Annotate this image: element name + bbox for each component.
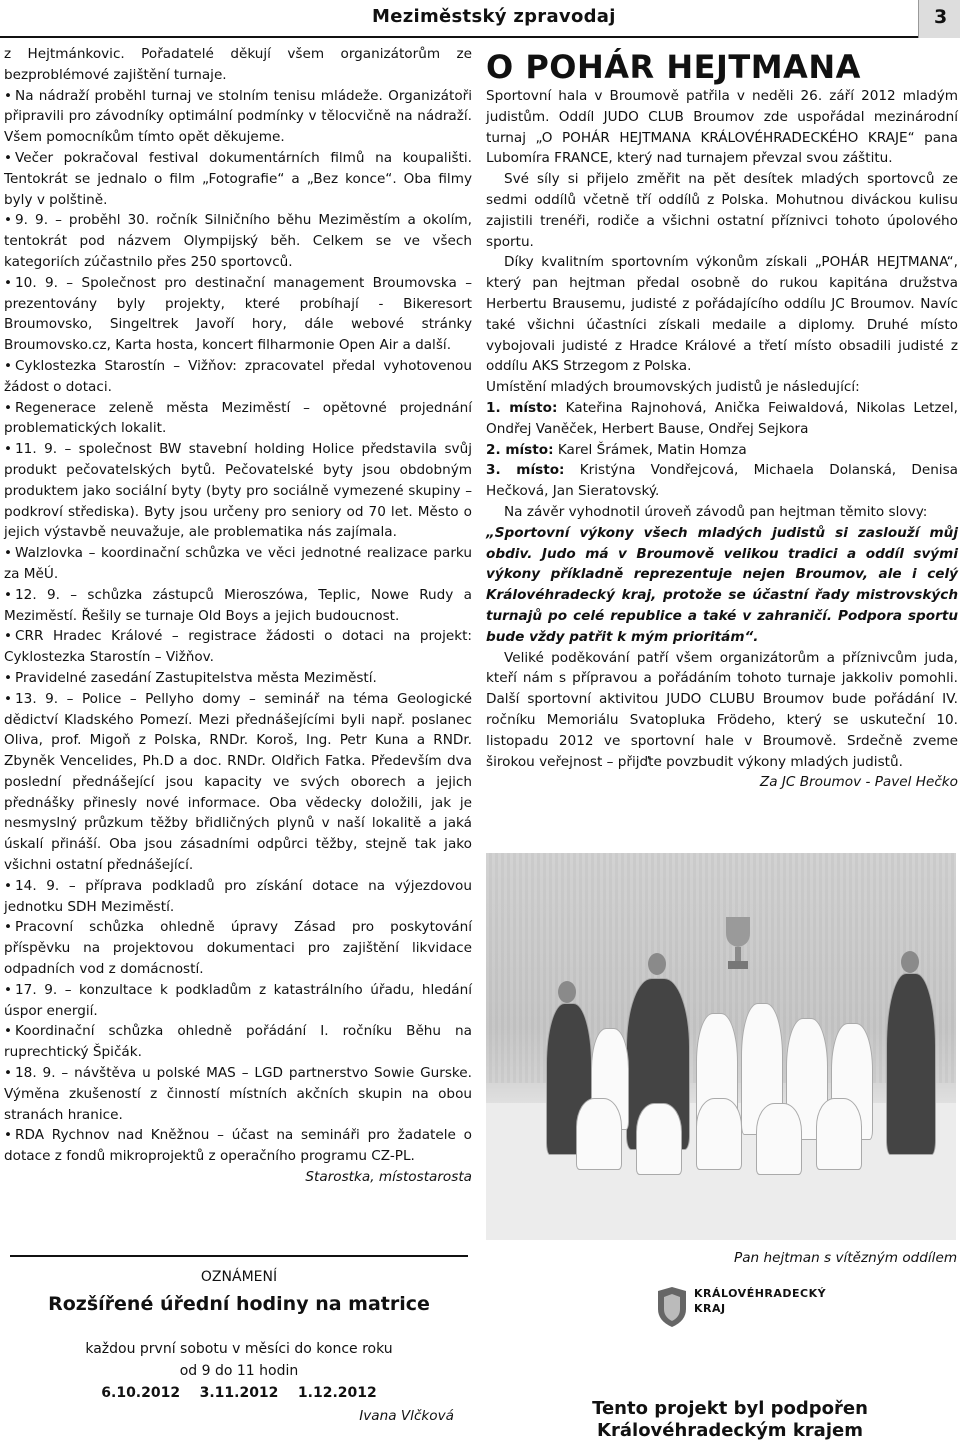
photo-head (558, 981, 576, 1003)
article-signature: Za JC Broumov - Pavel Hečko (759, 774, 958, 791)
photo-person (816, 1098, 862, 1170)
place-3-names: Kristýna Vondřejcová, Michaela Dolanská, Denisa Hečková, Jan Sieratovský. (486, 462, 958, 500)
notice-line-2: od 9 do 11 hodin (179, 1363, 299, 1379)
notice-box (10, 1255, 470, 1445)
left-column (4, 44, 472, 1188)
news-item: • Regenerace zeleně města Meziměstí – opětovné projednání problematických lokalit. (4, 398, 472, 440)
news-item: • RDA Rychnov nad Kněžnou – účast na semináři pro žadatele o dotace z fondů mikroprojektů z operačního programu CZ-PL. (4, 1125, 472, 1167)
photo-head (901, 951, 919, 973)
notice-signature: Ivana Vlčková (359, 1408, 454, 1424)
hejtman-quote: „Sportovní výkony všech mladých judistů si zaslouží můj obdiv. Judo má v Broumově velikou tradici a oddíl svými výkony příkladně reprezentuje nejen Broumov, ale i celý Královéhradecký kraj, protože se účastní řady mistrovských turnajů po celé republice a také v zahraničí. Podpora sportu bude vždy patřit k mým prioritám“. (486, 524, 958, 645)
news-item: • 14. 9. – příprava podkladů pro získání dotace na výjezdovou jednotku SDH Meziměstí. (4, 876, 472, 918)
article-paragraph-2: Své síly si přijelo změřit na pět desítek mladých sportovců ze sedmi oddílů včetně tří oddílů z Polska. Mohutnou diváckou kulisu zajistili trenéři, rodiče a všichni ostatní příznivci tohoto úpolového sportu. (486, 171, 958, 250)
notice-dates: 6.10.2012 3.11.2012 1.12.2012 (101, 1385, 377, 1401)
notice-line-1: každou první sobotu v měsíci do konce roku (85, 1341, 393, 1357)
region-crest-icon (656, 1287, 688, 1327)
photo-person (886, 973, 936, 1155)
page-header (0, 0, 960, 38)
photo-person (636, 1103, 682, 1175)
news-item: • CRR Hradec Králové – registrace žádosti o dotaci na projekt: Cyklostezka Starostín – Vižňov. (4, 626, 472, 668)
place-1 (486, 398, 958, 440)
logo-line-1: KRÁLOVÉHRADECKÝ (694, 1287, 827, 1300)
region-logo (656, 1285, 836, 1333)
place-1-names: Kateřina Rajnohová, Anička Feiwaldová, Nikolas Letzel, Ondřej Vaněček, Herbert Bause, Ondřej Sejkora (486, 399, 958, 437)
news-item: • 10. 9. – Společnost pro destinační management Broumovska – prezentovány byly projekty, které probíhají - Bikeresort Broumovsko, Singeltrek Javoří hory, dále webové stránky Broumovsko.cz, Karta hosta, koncert filharmonie Open Air a další. (4, 273, 472, 356)
news-item: • 11. 9. – společnost BW stavební holding Holice představila svůj produkt pečovatelských bytů. Pečovatelské byty jsou obdobným produktem jako sociální byty (byty pro sociálně vymezené skupiny – podkroví střediska). Byty jsou určeny pro seniory od 70 let. Město o jejich výstavbě neuvažuje, ale problematika nás zajímala. (4, 439, 472, 543)
news-item: • Walzlovka – koordinační schůzka ve věci jednotné realizace parku za MěÚ. (4, 543, 472, 585)
photo-head (648, 953, 666, 975)
notice-label: OZNÁMENÍ (200, 1269, 278, 1285)
place-1-label: 1. místo: (486, 399, 558, 416)
news-list (4, 44, 472, 1167)
page-number: 3 (934, 6, 948, 28)
article-title: O POHÁR HEJTMANA (486, 48, 861, 86)
news-item: • 17. 9. – konzultace k podkladům z katastrálního úřadu, hledání úspor energií. (4, 980, 472, 1022)
left-signature: Starostka, místostarosta (305, 1169, 472, 1186)
news-item: • Pracovní schůzka ohledně úpravy Zásad pro poskytování příspěvku na projektovou dokumentaci pro zajištění likvidace odpadních vod z domácností. (4, 917, 472, 979)
news-item: • Na nádraží proběhl turnaj ve stolním tenisu mládeže. Organizátoři připravili pro závodníky optimální podmínky v tělocvičně na nádraží. Všem pomocníkům tímto opět děkujeme. (4, 86, 472, 148)
place-3 (486, 460, 958, 502)
news-item: • Pravidelné zasedání Zastupitelstva města Meziměstí. (4, 668, 472, 689)
photo-person (756, 1103, 802, 1175)
news-item: z Hejtmánkovic. Pořadatelé děkují všem organizátorům ze bezproblémové zajištění turnaje. (4, 46, 472, 83)
closing-intro: Na závěr vyhodnotil úroveň závodů pan hejtman těmito slovy: (504, 503, 928, 520)
news-item: • 12. 9. – schůzka zástupců Mieroszówa, Teplic, Nowe Rudy a Meziměstí. Řešily se turnaje Old Boys a jejich budoucnost. (4, 585, 472, 627)
article-paragraph-1: Sportovní hala v Broumově patřila v neděli 26. září 2012 mladým judistům. Oddíl JUDO CLUB Broumov zde uspořádal mezinárodní turnaj „O POHÁR HEJTMANA KRÁLOVÉHRADECKÉHO KRAJE“ pana Lubomíra FRANCE, který nad turnajem převzal svou záštitu. (486, 88, 958, 167)
news-item: • 18. 9. – návštěva u polské MAS – LGD partnerstvo Sowie Gurske. Výměna zkušeností z činností místních akčních skupin na obou stranách hranice. (4, 1063, 472, 1125)
place-2-label: 2. místo: (486, 441, 554, 458)
news-item: • Koordinační schůzka ohledně pořádání I. ročníku Běhu na ruprechtický Špičák. (4, 1021, 472, 1063)
news-item: • 9. 9. – proběhl 30. ročník Silničního běhu Meziměstím a okolím, tentokrát pod názvem Olympijský běh. Celkem se ve všech kategoriích zúčastnilo přes 250 sportovců. (4, 210, 472, 272)
news-item: • Večer pokračoval festival dokumentárních filmů na koupališti. Tentokrát se jednalo o film „Fotografie“ a „Bez konce“. Oba filmy byly v polštině. (4, 148, 472, 210)
support-line-1: Tento projekt byl podpořen (592, 1398, 868, 1419)
right-column (486, 86, 958, 793)
news-item: • 13. 9. – Police – Pellyho domy – seminář na téma Geologické dědictví Kladského Pomezí. Mezi přednášejícími byli např. poslanec Oliva, prof. Migoň z Polska, RNDr. Koroš, Ing. Petr Kuna a RNDr. Zbyněk Vencelides, Ph.D a doc. RNDr. Oldřich Fatka. Především dva poslední přednášející jsou kapacity ve svých oborech a jejich přednášky přinesly nové informace. Oba vědecky doložili, jak je nesmyslný průzkum těžby břidličných plynů v naší lokalitě a jaká úskalí přináší. Oba jsou zásadními odpůrci těžby, stejně tak jako všichni ostatní přednášející. (4, 689, 472, 876)
newsletter-title: Meziměstský zpravodaj (372, 6, 616, 27)
team-photo (486, 853, 956, 1240)
place-2 (486, 440, 958, 461)
place-3-label: 3. místo: (486, 462, 565, 479)
article-paragraph-3: Díky kvalitním sportovním výkonům získali „POHÁR HEJTMANA“, který pan hejtman předal osobně do rukou kapitána družstva Herbertu Brausemu, judisté z pořádajícího oddílu JC Broumov. Navíc také všichni účastníci získali medaile a diplomy. Druhé místo vybojovali judisté z Hradce Králové a třetí místo obsadili judisté z oddílu AKS Strzegom z Polska. (486, 254, 958, 375)
news-item: • Cyklostezka Starostín – Vižňov: zpracovatel předal vyhotovenou žádost o dotaci. (4, 356, 472, 398)
support-line-2: Královéhradeckým krajem (597, 1420, 863, 1441)
photo-person (696, 1098, 742, 1170)
trophy-icon (718, 913, 758, 973)
header-rule (0, 36, 928, 38)
support-note (560, 1398, 900, 1442)
notice-title: Rozšířené úřední hodiny na matrice (48, 1293, 430, 1315)
place-2-names: Karel Šrámek, Matin Homza (557, 441, 747, 458)
thanks-paragraph: Veliké poděkování patří všem organizátorům a příznivcům juda, kteří nám s přípravou a pořádáním tohoto turnaje jakkoliv pomohli. Další sportovní aktivitou JUDO CLUBU Broumov bude pořádání IV. ročníku Memoriálu Svatopluka Frödeho, který se uskuteční 10. listopadu 2012 ve sportovní hale v Broumově. Srdečně zveme širokou veřejnost – přijďte povzbudit výkony mladých judistů. (486, 649, 958, 770)
photo-person (576, 1098, 622, 1170)
logo-line-2: KRAJ (694, 1302, 726, 1315)
article-paragraph-4: Umístění mladých broumovských judistů je následující: (486, 379, 860, 396)
photo-caption: Pan hejtman s vítězným oddílem (734, 1250, 958, 1266)
